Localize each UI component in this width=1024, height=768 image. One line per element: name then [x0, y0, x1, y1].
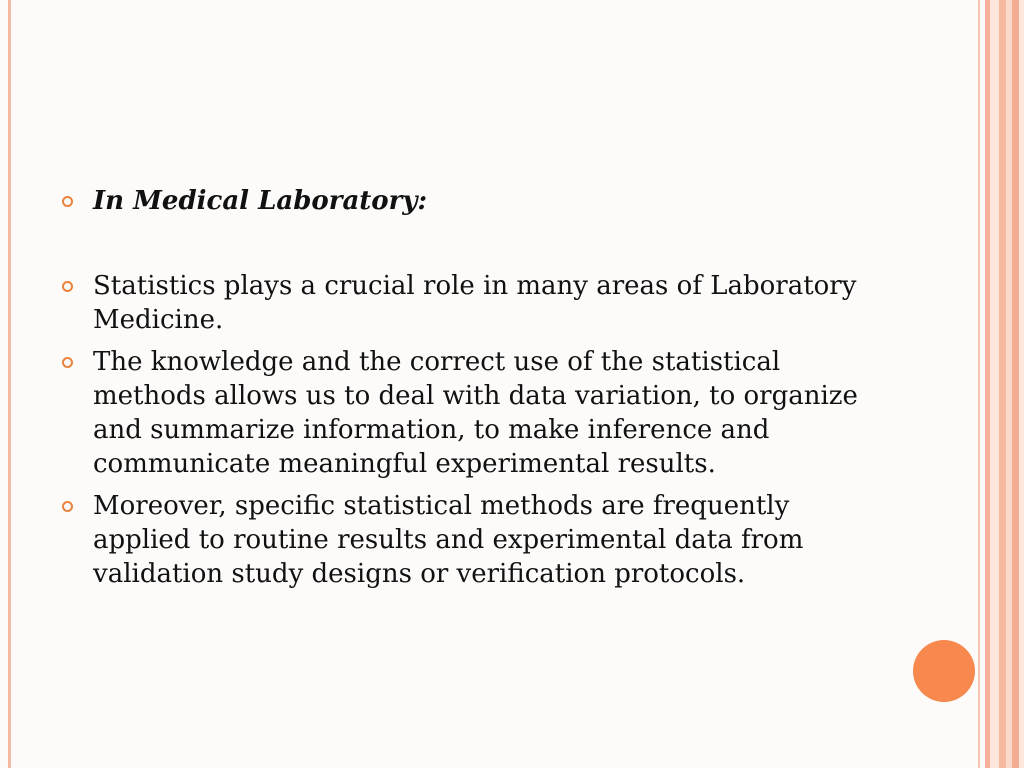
bullet-text: The knowledge and the correct use of the statistical methods allows us to deal with data variation, to organize and summarize information, to make inference and communicate meaningful experimental results.: [93, 347, 858, 479]
right-stripe: [1012, 0, 1019, 768]
slide-content: [62, 184, 872, 599]
bullet-text: Moreover, specific statistical methods are frequently applied to routine results and experimental data from validation study designs or verification protocols.: [93, 491, 804, 589]
bullet-heading: [62, 184, 872, 218]
right-stripe: [999, 0, 1006, 768]
bullet-icon: [62, 501, 73, 512]
right-stripe: [978, 0, 980, 768]
right-stripe: [990, 0, 999, 768]
bullet-icon: [62, 196, 73, 207]
bullet-item: [62, 489, 872, 591]
bullet-icon: [62, 357, 73, 368]
orange-circle-decoration: [913, 640, 975, 702]
heading-text: In Medical Laboratory:: [93, 186, 428, 216]
right-stripe: [1019, 0, 1024, 768]
bullet-item: [62, 345, 872, 481]
left-border-line: [8, 0, 11, 768]
bullet-text: Statistics plays a crucial role in many areas of Laboratory Medicine.: [93, 271, 857, 335]
bullet-item: [62, 269, 872, 337]
bullet-icon: [62, 281, 73, 292]
